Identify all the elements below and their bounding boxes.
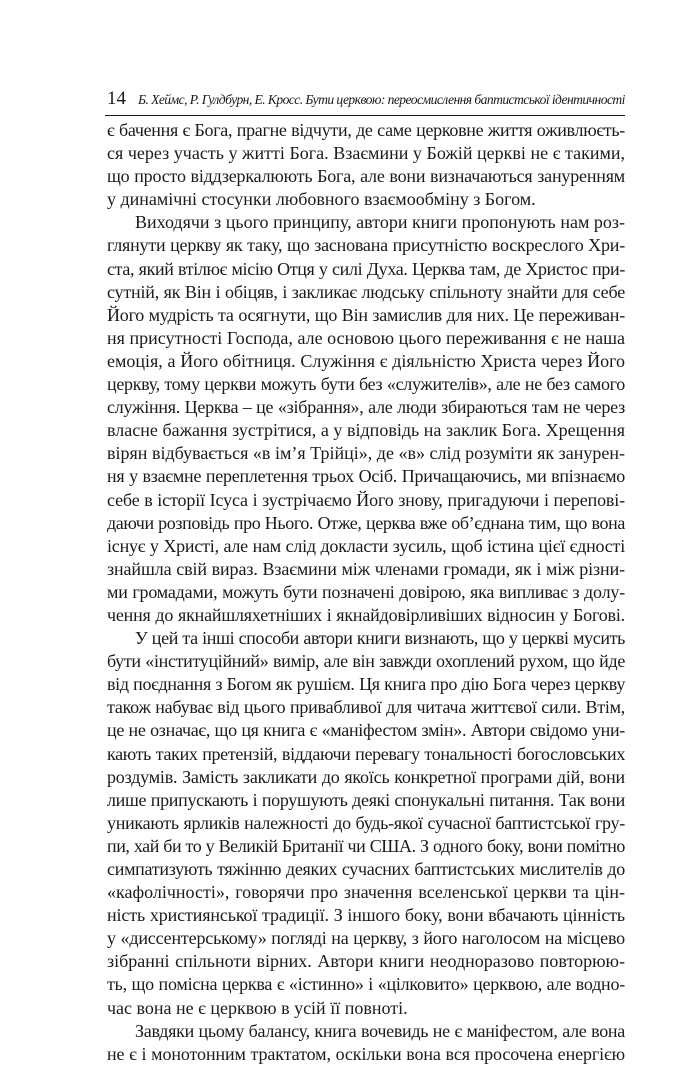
text-line: ня у взаємне переплетення трьох Осіб. Причащаючись, ми впізнаємо (107, 466, 625, 487)
text-line: Його мудрість та осягнути, що Він замислив для них. Це переживан- (107, 304, 625, 325)
text-line: служіння. Церква – це «зібрання», але люди збираються там не через (107, 397, 625, 418)
text-line: Виходячи з цього принципу, автори книги пропонують нам роз- (135, 212, 625, 233)
text-line: час вона не є церквою в усій її повноті. (107, 997, 408, 1018)
text-line: що просто віддзеркалюють Бога, але вони визначаються зануренням (107, 166, 625, 187)
text-line: глянути церкву як таку, що заснована присутністю воскреслого Хри- (107, 235, 625, 256)
text-line: роздумів. Замість закликати до якоїсь конкретної програми дій, вони (107, 766, 625, 787)
text-line: пи, хай би то у Великій Британії чи США. З одного боку, вони помітно (107, 835, 625, 856)
text-line: ть, що помісна церква є «істинно» і «цілковито» церквою, але водно- (107, 974, 625, 995)
text-line: це не означає, що ця книга є «маніфестом змін». Автори свідомо уни- (107, 720, 625, 741)
text-line: сутній, як Він і обіцяв, і закликає людську спільноту знайти для себе (107, 281, 625, 302)
text-line: чення до якнайшляхетніших і якнайдовірливіших відносин у Богові. (107, 604, 625, 625)
body-text (107, 119, 625, 1066)
text-line: ня присутності Господа, але основою цього переживання є не наша (107, 327, 625, 348)
text-line: від поєднання з Богом як рушієм. Ця книга про дію Бога через церкву (107, 674, 625, 695)
text-line: знайшла свій вираз. Взаємини між членами громади, як і між різни- (107, 558, 625, 579)
text-line: ми громадами, можуть бути позначені довірою, яка випливає з долу- (107, 581, 625, 602)
text-line: у «диссентерському» погляді на церкву, з його наголосом на місцево (107, 928, 625, 949)
text-line: також набуває від цього привабливої для читача життєвої сили. Втім, (107, 697, 625, 718)
text-line: існує у Христі, але нам слід докласти зусиль, щоб істина цієї єдності (107, 535, 625, 556)
text-line: бути «інституційний» вимір, але він завжди охоплений рухом, що йде (107, 651, 625, 672)
text-line: Завдяки цьому балансу, книга вочевидь не є маніфестом, але вона (135, 1020, 625, 1041)
text-line: зібранні спільноти вірних. Автори книги неодноразово повторюю- (107, 951, 625, 972)
text-line: ність християнської традиції. З іншого боку, вони вбачають цінність (107, 905, 625, 926)
text-line: ся через участь у житті Бога. Взаємини у Божій церкві не є такими, (107, 143, 625, 164)
text-line: уникають ярликів належності до будь-якої сучасної баптистської гру- (107, 812, 625, 833)
text-line: лише припускають і порушують деякі спонукальні питання. Так вони (107, 789, 625, 810)
text-line: даючи розповідь про Нього. Отже, церква вже об’єднана тим, що вона (107, 512, 625, 533)
text-line: у динамічні стосунки любовного взаємообміну з Богом. (107, 189, 536, 210)
text-line: «кафолічності», говорячи про значення вселенської церкви та цін- (107, 882, 625, 903)
text-line: емоція, а Його обітниця. Служіння є діяльністю Христа через Його (107, 350, 625, 371)
text-line: У цей та інші способи автори книги визнають, що у церкві мусить (135, 628, 625, 649)
page-number: 14 (107, 88, 126, 109)
running-head (107, 88, 625, 112)
text-line: власне бажання зустрітися, а у відповідь на заклик Бога. Хрещення (107, 420, 625, 441)
text-line: є бачення є Бога, прагне відчути, де саме церковне життя оживлюєть- (107, 120, 625, 140)
text-line: себе в історії Ісуса і зустрічаємо Його знову, пригадуючи і переповi- (107, 489, 625, 510)
header-rule (105, 115, 625, 116)
text-line: вірян відбувається «в ім’я Трійці», де «в» слід розуміти як занурен- (107, 443, 625, 464)
text-line: ста, який втілює місію Отця у силі Духа. Церква там, де Христос при- (107, 258, 625, 279)
text-line: церкву, тому церкви можуть бути без «служителів», але не без самого (107, 374, 625, 395)
text-line: не є і монотонним трактатом, оскільки вона вся просочена енергією (107, 1043, 625, 1064)
running-head-title: Б. Хеймс, Р. Гулдбурн, Е. Кросс. Бути церквою: переосмислення баптистської ідентичності (138, 92, 625, 107)
text-line: кають таких претензій, віддаючи перевагу тональності богословських (107, 743, 625, 764)
text-line: симпатизують тяжінню деяких сучасних баптистських мислителів до (107, 859, 625, 879)
